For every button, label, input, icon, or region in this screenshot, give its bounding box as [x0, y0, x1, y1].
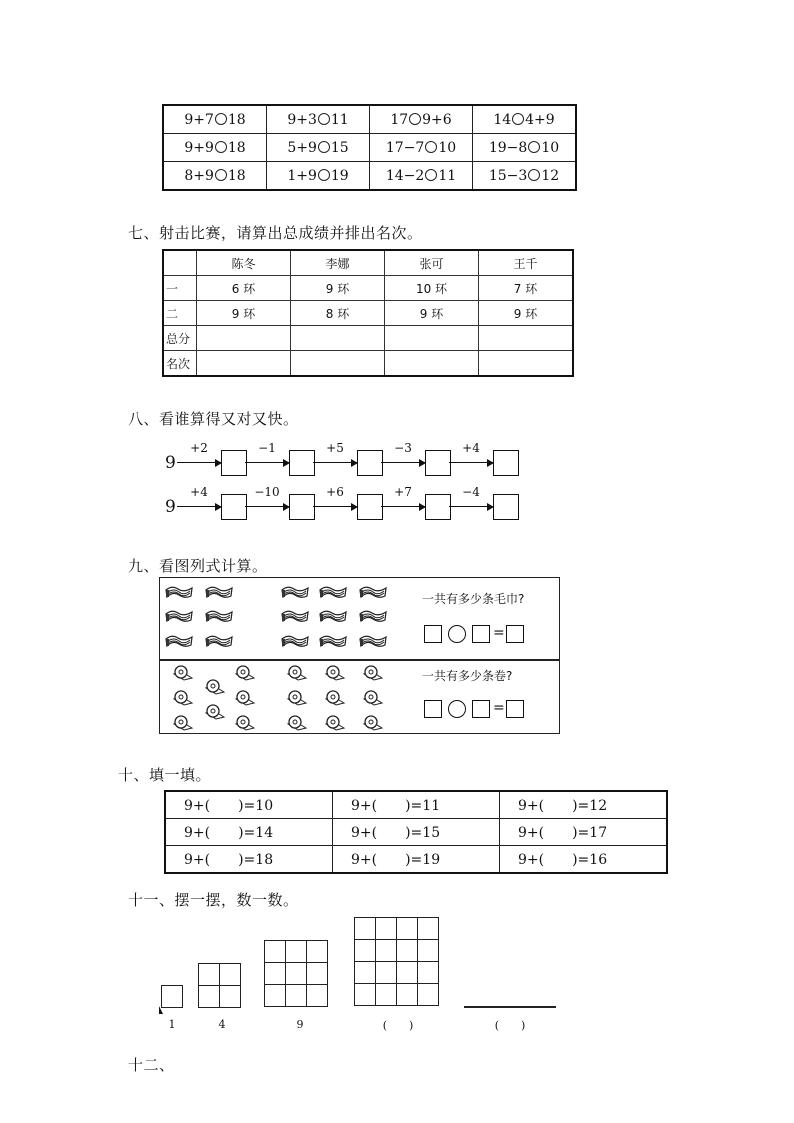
blank-box[interactable]: [472, 700, 490, 718]
header-zhangke: 张可: [385, 250, 479, 276]
towel-icon: [164, 608, 194, 626]
operation-label: +4: [190, 485, 208, 499]
compare-cell: [163, 105, 267, 134]
compare-circle[interactable]: [425, 141, 437, 153]
right-expr: 18: [227, 139, 246, 156]
question-towels: 一共有多少条毛巾?: [422, 592, 525, 606]
left-expr: 14−2: [385, 167, 425, 184]
towel-icon: [358, 608, 388, 626]
grid-2x2: [198, 963, 241, 1008]
towel-icon: [164, 633, 194, 651]
compare-row: [163, 105, 576, 134]
compare-cell: [267, 162, 370, 191]
caption-blank-1[interactable]: ( ): [382, 1019, 414, 1032]
operator-circle[interactable]: [448, 625, 466, 643]
compare-circle[interactable]: [528, 169, 540, 181]
answer-box[interactable]: [493, 494, 519, 520]
fill-cell[interactable]: 9+( )=10: [165, 791, 333, 819]
equals-sign: =: [493, 625, 505, 641]
section-10-title: 十、填一填。: [118, 766, 212, 784]
corner-mark: [159, 1006, 163, 1014]
chain-start: 9: [165, 497, 176, 517]
row-label: 名次: [163, 351, 197, 377]
score-cell: 8 环: [291, 301, 385, 326]
compare-cell: [473, 162, 577, 191]
right-expr: 10: [438, 139, 457, 156]
towel-icon: [358, 633, 388, 651]
row-label: 二: [163, 301, 197, 326]
answer-box[interactable]: [425, 450, 451, 476]
caption-blank-2[interactable]: ( ): [494, 1019, 526, 1032]
blank-box[interactable]: [424, 700, 442, 718]
towel-icon: [318, 633, 348, 651]
operation-label: −4: [462, 485, 480, 499]
paper-roll-icon: [170, 714, 194, 734]
compare-row: [163, 134, 576, 162]
operation-label: +4: [462, 441, 480, 455]
right-expr: 12: [541, 167, 560, 184]
paper-roll-icon: [170, 664, 194, 684]
fill-cell[interactable]: 9+( )=16: [500, 846, 668, 874]
answer-box[interactable]: [493, 450, 519, 476]
compare-circle[interactable]: [318, 113, 330, 125]
arrow-icon: [381, 462, 425, 463]
caption-9: 9: [296, 1018, 304, 1031]
paper-roll-icon: [232, 664, 256, 684]
grid-3x3: [264, 940, 328, 1007]
paper-roll-icon: [360, 714, 384, 734]
left-expr: 17−7: [385, 139, 425, 156]
fill-cell[interactable]: 9+( )=12: [500, 791, 668, 819]
result-box[interactable]: [506, 625, 524, 643]
towel-icon: [280, 584, 310, 602]
towel-icon: [204, 608, 234, 626]
caption-4: 4: [218, 1018, 226, 1031]
paper-roll-icon: [360, 689, 384, 709]
paper-roll-icon: [202, 703, 226, 723]
left-expr: 9+7: [184, 111, 214, 128]
question-rolls: 一共有多少条卷?: [422, 669, 513, 683]
compare-circle[interactable]: [215, 141, 227, 153]
right-expr: 9+6: [422, 111, 452, 128]
answer-box[interactable]: [357, 494, 383, 520]
row-label: 一: [163, 276, 197, 301]
compare-circle[interactable]: [318, 169, 330, 181]
towel-icon: [204, 584, 234, 602]
compare-cell: [370, 162, 473, 191]
operation-label: +2: [190, 441, 208, 455]
compare-circle[interactable]: [528, 141, 540, 153]
shooting-table: [162, 249, 574, 377]
paper-roll-icon: [232, 714, 256, 734]
total-answer-cell[interactable]: [197, 326, 291, 351]
arrow-icon: [449, 506, 493, 507]
operator-circle[interactable]: [448, 700, 466, 718]
fill-cell[interactable]: 9+( )=19: [333, 846, 500, 874]
fill-cell[interactable]: 9+( )=14: [165, 819, 333, 846]
right-expr: 15: [330, 139, 349, 156]
paper-roll-icon: [360, 664, 384, 684]
operation-label: +5: [326, 441, 344, 455]
operation-label: +6: [326, 485, 344, 499]
score-cell: 9 环: [291, 276, 385, 301]
compare-circle[interactable]: [318, 141, 330, 153]
towel-icon: [318, 584, 348, 602]
compare-cell: [370, 105, 473, 134]
corner-cell: [163, 250, 197, 276]
row-label: 总分: [163, 326, 197, 351]
fill-cell[interactable]: 9+( )=11: [333, 791, 500, 819]
towel-icon: [280, 608, 310, 626]
paper-roll-icon: [232, 689, 256, 709]
left-expr: 8+9: [184, 167, 214, 184]
answer-box[interactable]: [221, 494, 247, 520]
fill-cell[interactable]: 9+( )=17: [500, 819, 668, 846]
operation-label: +7: [394, 485, 412, 499]
chain-start: 9: [165, 453, 176, 473]
header-wangqian: 王千: [479, 250, 574, 276]
answer-box[interactable]: [289, 450, 315, 476]
section-11-title: 十一、摆一摆，数一数。: [128, 891, 299, 909]
towel-icon: [280, 633, 310, 651]
blank-box[interactable]: [472, 625, 490, 643]
frame-divider: [160, 659, 559, 661]
total-answer-cell[interactable]: [385, 326, 479, 351]
paper-roll-icon: [202, 678, 226, 698]
right-expr: 18: [227, 111, 246, 128]
arrow-icon: [245, 462, 289, 463]
arrow-icon: [313, 462, 357, 463]
answer-box[interactable]: [357, 450, 383, 476]
section-9-title: 九、看图列式计算。: [128, 557, 268, 575]
section-12-title: 十二、: [128, 1056, 175, 1074]
arrow-icon: [449, 462, 493, 463]
section-7-title: 七、射击比赛，请算出总成绩并排出名次。: [128, 224, 423, 242]
compare-row: [163, 162, 576, 191]
compare-circle[interactable]: [512, 113, 524, 125]
rank-answer-cell[interactable]: [385, 351, 479, 377]
score-cell: 6 环: [197, 276, 291, 301]
result-box[interactable]: [506, 700, 524, 718]
towel-icon: [204, 633, 234, 651]
left-expr: 5+9: [287, 139, 317, 156]
right-expr: 10: [541, 139, 560, 156]
towel-icon: [358, 584, 388, 602]
right-expr: 4+9: [525, 111, 555, 128]
paper-roll-icon: [284, 689, 308, 709]
score-cell: 7 环: [479, 276, 574, 301]
paper-roll-icon: [170, 689, 194, 709]
operation-label: −10: [254, 485, 280, 499]
grid-4x4: [354, 917, 439, 1006]
left-expr: 19−8: [488, 139, 528, 156]
left-expr: 15−3: [488, 167, 528, 184]
right-expr: 19: [330, 167, 349, 184]
towel-icon: [318, 608, 348, 626]
total-answer-cell[interactable]: [479, 326, 574, 351]
arrow-icon: [177, 506, 221, 507]
header-chendong: 陈冬: [197, 250, 291, 276]
equals-sign: =: [493, 700, 505, 716]
picture-frame: [159, 577, 560, 734]
operation-label: −3: [394, 441, 412, 455]
arrow-icon: [381, 506, 425, 507]
fill-table: [164, 790, 668, 874]
answer-box[interactable]: [425, 494, 451, 520]
total-answer-cell[interactable]: [291, 326, 385, 351]
paper-roll-icon: [322, 664, 346, 684]
left-expr: 14: [493, 111, 512, 128]
left-expr: 17: [390, 111, 409, 128]
paper-roll-icon: [322, 689, 346, 709]
left-expr: 9+9: [184, 139, 214, 156]
score-cell: 9 环: [197, 301, 291, 326]
compare-cell: [267, 105, 370, 134]
compare-cell: [473, 134, 577, 162]
right-expr: 11: [330, 111, 349, 128]
fill-cell[interactable]: 9+( )=18: [165, 846, 333, 874]
paper-roll-icon: [284, 664, 308, 684]
compare-circle[interactable]: [409, 113, 421, 125]
answer-box[interactable]: [289, 494, 315, 520]
draw-line[interactable]: [464, 1006, 556, 1008]
compare-table: [162, 104, 577, 191]
score-cell: 9 环: [479, 301, 574, 326]
left-expr: 1+9: [287, 167, 317, 184]
compare-circle[interactable]: [425, 169, 437, 181]
right-expr: 11: [438, 167, 457, 184]
arrow-icon: [313, 506, 357, 507]
score-cell: 9 环: [385, 301, 479, 326]
right-expr: 18: [227, 167, 246, 184]
rank-answer-cell[interactable]: [197, 351, 291, 377]
compare-cell: [267, 134, 370, 162]
caption-1: 1: [168, 1018, 176, 1031]
score-cell: 10 环: [385, 276, 479, 301]
fill-cell[interactable]: 9+( )=15: [333, 819, 500, 846]
answer-box[interactable]: [221, 450, 247, 476]
arrow-icon: [245, 506, 289, 507]
compare-cell: [370, 134, 473, 162]
rank-answer-cell[interactable]: [291, 351, 385, 377]
compare-circle[interactable]: [215, 113, 227, 125]
paper-roll-icon: [284, 714, 308, 734]
grid-1x1: [161, 985, 183, 1008]
blank-box[interactable]: [424, 625, 442, 643]
header-lina: 李娜: [291, 250, 385, 276]
compare-cell: [163, 134, 267, 162]
compare-cell: [473, 105, 577, 134]
arrow-icon: [177, 462, 221, 463]
paper-roll-icon: [322, 714, 346, 734]
operation-label: −1: [258, 441, 276, 455]
left-expr: 9+3: [287, 111, 317, 128]
towel-icon: [164, 584, 194, 602]
section-8-title: 八、看谁算得又对又快。: [128, 410, 299, 428]
rank-answer-cell[interactable]: [479, 351, 574, 377]
compare-circle[interactable]: [215, 169, 227, 181]
compare-cell: [163, 162, 267, 191]
